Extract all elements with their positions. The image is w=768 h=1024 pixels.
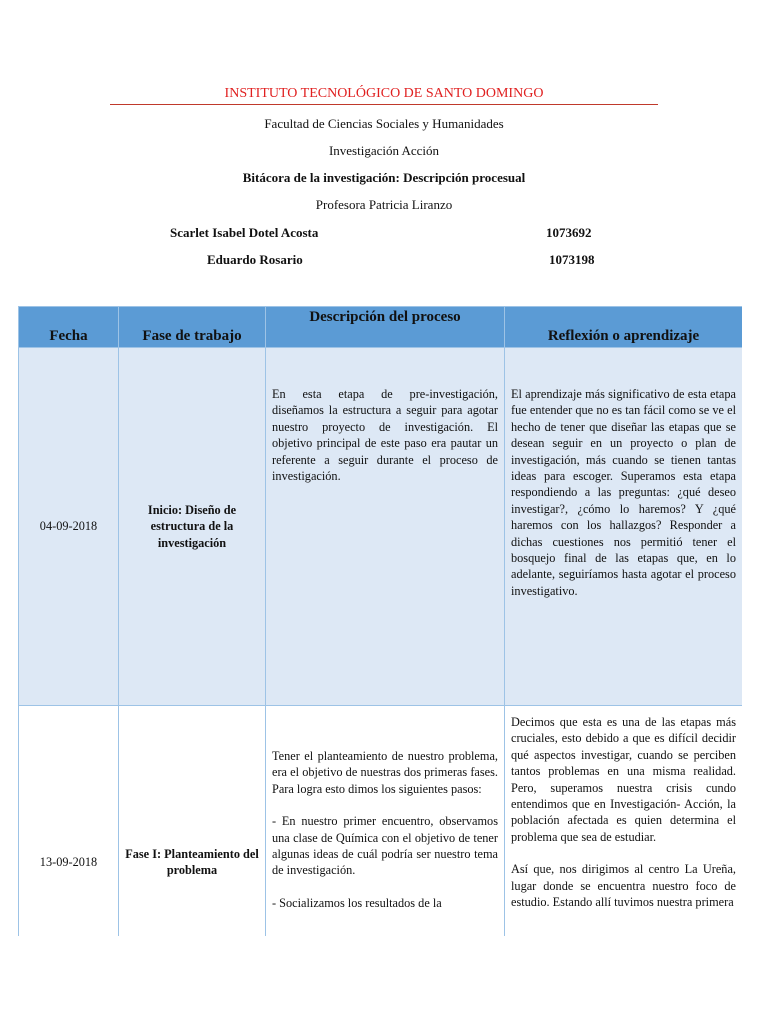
- table-row: [19, 706, 743, 937]
- table-row: [19, 348, 743, 706]
- student-name: Eduardo Rosario: [207, 252, 303, 267]
- professor-name: Profesora Patricia Liranzo: [315, 197, 453, 212]
- header-date: Fecha: [19, 307, 119, 348]
- student-id: 1073692: [546, 225, 592, 240]
- header-reflection: Reflexión o aprendizaje: [505, 307, 743, 348]
- row-date: 13-09-2018: [19, 706, 119, 937]
- log-table: [18, 306, 742, 936]
- institution-name: INSTITUTO TECNOLÓGICO DE SANTO DOMINGO: [224, 86, 544, 101]
- log-table-container: [18, 306, 742, 936]
- reflection-paragraph: Decimos que esta es una de las etapas más cruciales, esto debido a que es difícil decidir qué aspectos investigar, cuando se perciben tantos problemas en una misma realidad. Pero, superamos nuestra crisis cundo entendimos que en Investigación- Acción, la población afectada es quien determina el problema que sea de estudiar.: [511, 715, 736, 844]
- header-description: Descripción del proceso: [266, 307, 505, 348]
- description-paragraph: Tener el planteamiento de nuestro problema, era el objetivo de nuestras dos primeras fases. Para logra esto dimos los siguientes pasos:: [272, 749, 498, 796]
- table-header-row: [19, 307, 743, 348]
- row-reflection: [505, 348, 743, 706]
- row-description: [266, 706, 505, 937]
- course-name: Investigación Acción: [328, 143, 440, 158]
- row-phase: Inicio: Diseño de estructura de la investigación: [119, 348, 266, 706]
- row-reflection: [505, 706, 743, 937]
- faculty-name: Facultad de Ciencias Sociales y Humanidades: [264, 116, 504, 131]
- header-divider: [110, 104, 658, 105]
- document-title: Bitácora de la investigación: Descripción procesual: [242, 170, 526, 185]
- student-name: Scarlet Isabel Dotel Acosta: [170, 225, 319, 240]
- header-phase: Fase de trabajo: [119, 307, 266, 348]
- row-phase: Fase I: Planteamiento del problema: [119, 706, 266, 937]
- student-id: 1073198: [549, 252, 595, 267]
- description-paragraph: - Socializamos los resultados de la: [272, 895, 442, 910]
- description-paragraph: - En nuestro primer encuentro, observamos una clase de Química con el objetivo de tener algunas ideas de cuál podría ser nuestro tema de investigación.: [272, 814, 498, 878]
- description-paragraph: En esta etapa de pre-investigación, diseñamos la estructura a seguir para agotar nuestro proyecto de investigación. El objetivo principal de este paso era pautar un referente a seguir durante el proceso de investigación.: [272, 387, 498, 484]
- row-date: 04-09-2018: [19, 348, 119, 706]
- reflection-paragraph: El aprendizaje más significativo de esta etapa fue entender que no es tan fácil como se ve el hecho de tener que diseñar las etapas que se desean seguir en un proyecto o plan de investigación, más cuando se tienen tantas ideas para escoger. Superamos esta etapa respondiendo a las preguntas: ¿qué deseo investigar?, ¿cómo lo haremos? Y ¿qué haremos con los hallazgos? Responder a dichas cuestiones nos permitió tener el bosquejo final de las etapas que, en lo adelante, seguiríamos hasta agotar el proceso investigativo.: [511, 387, 736, 598]
- reflection-paragraph: Así que, nos dirigimos al centro La Ureña, lugar donde se encuentra nuestro foco de estudio. Estando allí tuvimos nuestra primera: [511, 862, 736, 910]
- row-description: [266, 348, 505, 706]
